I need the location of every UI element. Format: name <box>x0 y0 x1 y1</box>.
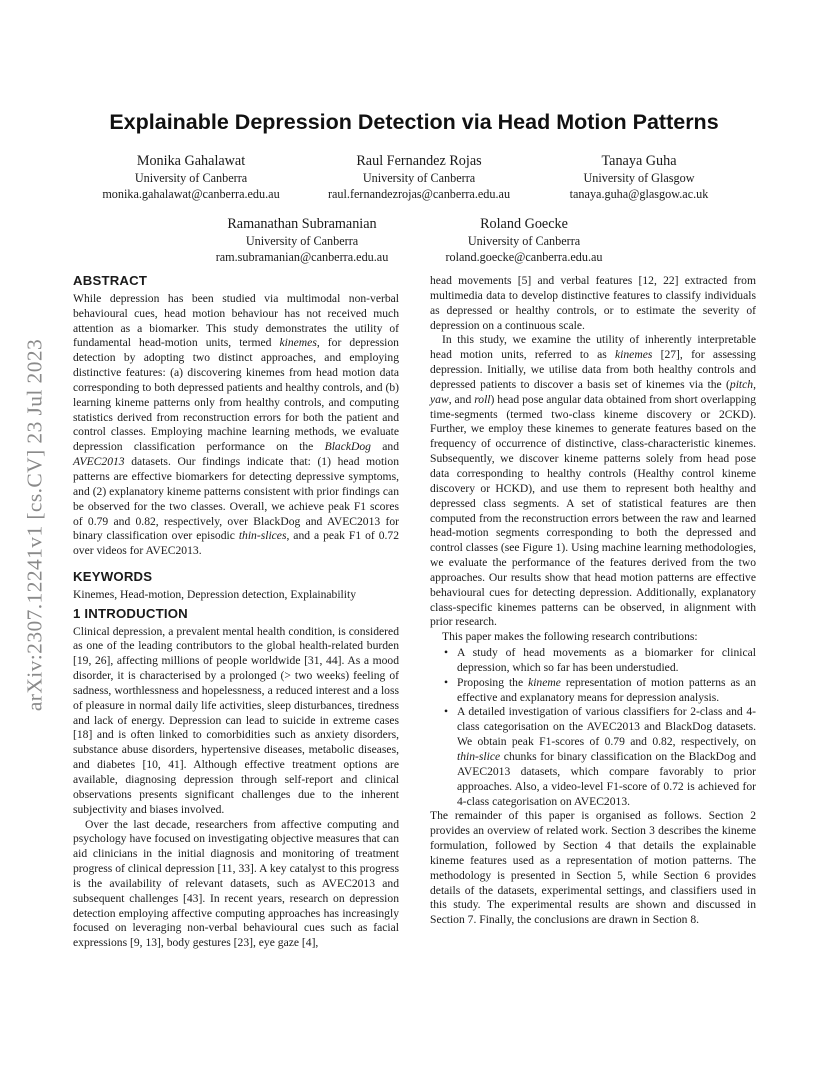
right-column <box>430 274 756 928</box>
paper-title: Explainable Depression Detection via Head Motion Patterns <box>109 110 719 134</box>
keywords-text: Kinemes, Head-motion, Depression detection, Explainability <box>73 587 357 601</box>
author-email: monika.gahalawat@canberra.edu.au <box>102 186 280 201</box>
list-item: • A study of head movements as a biomarker for clinical depression, which so far has been understudied. <box>457 646 756 676</box>
author-affiliation: University of Canberra <box>245 234 359 248</box>
author-email: ram.subramanian@canberra.edu.au <box>215 249 389 264</box>
arxiv-identifier: arXiv:2307.12241v1 [cs.CV] 23 Jul 2023 <box>22 338 47 712</box>
author-block-2 <box>301 152 537 202</box>
author-name: Ramanathan Subramanian <box>227 216 377 232</box>
author-name: Monika Gahalawat <box>136 153 246 169</box>
left-column <box>73 274 399 951</box>
author-email: tanaya.guha@glasgow.ac.uk <box>569 186 709 201</box>
contributions-intro: This paper makes the following research contributions: <box>442 630 698 644</box>
author-email: roland.goecke@canberra.edu.au <box>445 249 603 264</box>
author-block-3 <box>521 152 757 202</box>
author-block-1 <box>73 152 309 202</box>
author-block-5 <box>406 215 642 265</box>
author-name: Raul Fernandez Rojas <box>356 153 482 169</box>
author-affiliation: University of Glasgow <box>583 171 695 185</box>
author-email: raul.fernandezrojas@canberra.edu.au <box>327 186 511 201</box>
author-block-4 <box>184 215 420 265</box>
author-name: Roland Goecke <box>480 216 568 232</box>
author-affiliation: University of Canberra <box>467 234 581 248</box>
keywords-heading: KEYWORDS <box>73 569 153 585</box>
author-affiliation: University of Canberra <box>134 171 248 185</box>
list-item: • Proposing the kineme representation of motion patterns as an effective and explanatory means for depression analysis. <box>457 676 756 706</box>
intro-paragraph-1: Clinical depression, a prevalent mental health condition, is considered as one of the leading contributors to the global health-related burden [19, 26], affecting millions of people worldwide [31, 44]. As a mood disorder, it is characterised by a prolonged (> two weeks) feeling of sadness, worthlessness and hopelessness, a reduced interest and a loss of pleasure in normal daily life activities, sleep disturbances, tiredness and lack of energy. Depression can lead to suicide in extreme cases [18] and is often linked to comorbidities such as anxiety disorders, substance abuse disorders, hypertensive diseases, metabolic diseases, and diabetes [10, 41]. Although effective treatment options are available, diagnosing depression through self-report and clinical observations presents significant challenges due to the inherent subjectivity and biases involved. <box>73 624 399 816</box>
intro-paragraph-2: Over the last decade, researchers from affective computing and psychology have focused on investigating objective measures that can aid clinicians in the initial diagnosis and monitoring of treatment progress of clinical depression [11, 33]. A key catalyst to this progress is the availability of relevant datasets, such as AVEC2013 and subsequent challenges [43]. In recent years, research on depression detection employing affective computing approaches has increasingly focused on leveraging non-verbal behavioural cues such as facial expressions [9, 13], body gestures [23], eye gaze [4], <box>73 817 399 950</box>
intro-paragraph-remainder: The remainder of this paper is organised as follows. Section 2 provides an overview of related work. Section 3 describes the kineme formulation, followed by Section 4 that details the explainable kineme features used as a representation of motion patterns. The methodology is presented in Section 5, while Section 6 provides details of the datasets, experimental settings, and classifiers used in this study. The experimental results are shown and discussed in Section 7. Finally, the conclusions are drawn in Section 8. <box>430 809 756 927</box>
abstract-heading: ABSTRACT <box>73 273 148 288</box>
author-affiliation: University of Canberra <box>362 171 476 185</box>
intro-paragraph-2-continued: head movements [5] and verbal features [12, 22] extracted from multimedia data to develop distinctive features to classify individuals as depressed or healthy controls, or to estimate the severity of depression on a continuous scale. <box>430 274 756 332</box>
abstract-text: While depression has been studied via multimodal non-verbal behavioural cues, head motion behaviour has not received much attention as a biomarker. This study demonstrates the utility of fundamental head-motion units, termed kinemes, for depression detection by adopting two distinct approaches, and employing distinctive features: (a) discovering kinemes from head motion data corresponding to both depressed patients and healthy controls, and (b) learning kineme patterns only from healthy controls, and computing statistics derived from reconstruction errors for both the patient and control classes. Employing machine learning methods, we evaluate depression classification performance on the BlackDog and AVEC2013 datasets. Our findings indicate that: (1) head motion patterns are effective biomarkers for detecting depressive symptoms, and (2) explanatory kineme patterns consistent with prior findings can be observed for the two classes. Overall, we achieve peak F1 scores of 0.79 and 0.82, respectively, over BlackDog and AVEC2013 for binary classification over episodic thin-slices, and a peak F1 of 0.72 over videos for AVEC2013. <box>73 291 400 558</box>
author-name: Tanaya Guha <box>601 153 677 169</box>
intro-paragraph-3: In this study, we examine the utility of inherently interpretable head motion units, referred to as kinemes [27], for assessing depression. Initially, we utilise data from both healthy controls and depressed patients to discover a basis set of kinemes via the (pitch, yaw, and roll) head pose angular data obtained from short overlapping time-segments (termed two-class kineme discovery or 2CKD). Further, we employ these kinemes to generate features based on the frequency of occurrence of distinctive, class-characteristic kinemes. Subsequently, we discover kineme patterns solely from head pose data corresponding to healthy controls (Healthy control kineme discovery or HCKD), and use them to represent both healthy and depressed class segments. A set of statistical features are then computed from the reconstruction errors between the raw and learned head-motion segments corresponding to both the depressed and control classes (see Figure 1). Using machine learning methodologies, we evaluate the performance of the features derived from the two approaches. Our results show that head motion patterns are effective behavioural cues for detecting depression. Additionally, explanatory class-specific kinemes patterns can be observed, in alignment with prior research. <box>430 333 757 629</box>
list-item: • A detailed investigation of various classifiers for 2-class and 4-class categorisation on the AVEC2013 and BlackDog datasets. We obtain peak F1-scores of 0.79 and 0.82, respectively, on thin-slice chunks for binary classification on the BlackDog and AVEC2013 datasets, which compare favorably to prior approaches. Also, a video-level F1-score of 0.72 is achieved for 4-class categorisation on AVEC2013. <box>457 705 756 809</box>
contributions-list <box>430 646 756 809</box>
introduction-heading: 1 INTRODUCTION <box>73 605 188 621</box>
